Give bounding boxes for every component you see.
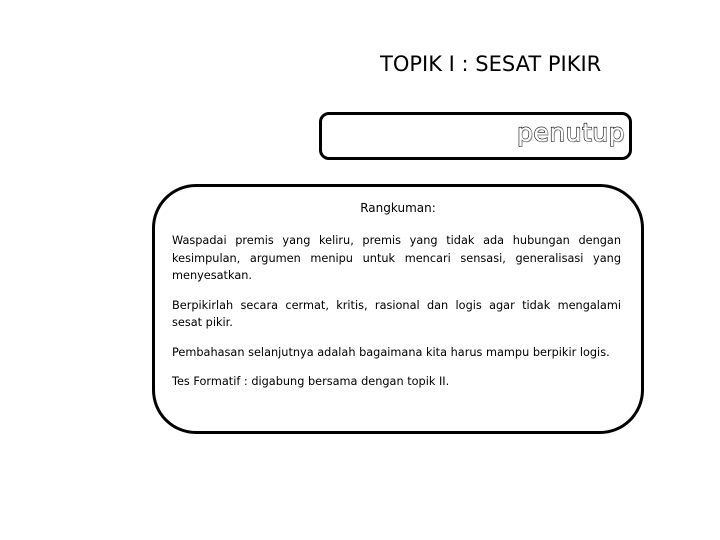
- summary-paragraph: Tes Formatif : digabung bersama dengan topik II.: [172, 375, 450, 388]
- summary-panel: [152, 184, 644, 434]
- summary-paragraph: Pembahasan selanjutnya adalah bagaimana kita harus mampu berpikir logis.: [172, 345, 610, 359]
- summary-body: [172, 232, 621, 403]
- summary-paragraph: Waspadai premis yang keliru, premis yang tidak ada hubungan dengan kesimpulan, argumen menipu untuk mencari sensasi, generalisasi yang menyesatkan.: [172, 234, 621, 282]
- summary-heading: Rangkuman:: [360, 201, 436, 215]
- penutup-label: penutup: [517, 118, 625, 147]
- summary-paragraph: Berpikirlah secara cermat, kritis, rasional dan logis agar tidak mengalami sesat pikir.: [172, 298, 621, 329]
- penutup-banner: [319, 112, 632, 160]
- slide-title: TOPIK I : SESAT PIKIR: [380, 52, 602, 76]
